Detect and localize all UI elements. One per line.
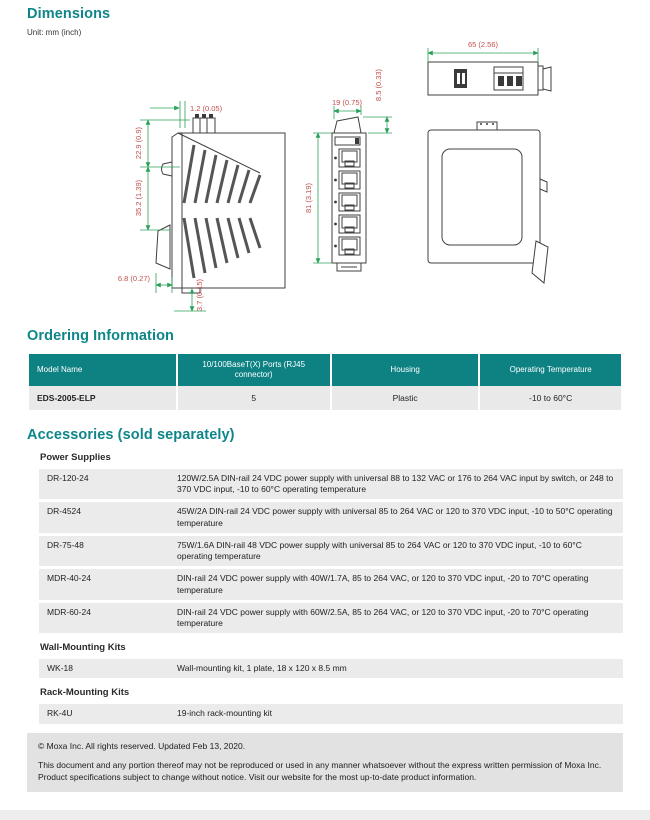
dim-label-side-bottom: 3.7 (0.15)	[195, 278, 204, 312]
switch-side-body	[172, 133, 285, 288]
accessory-description: 75W/1.6A DIN-rail 48 VDC power supply with universal 85 to 264 VAC or 120 to 370 VDC input, -10 to 60°C operating temperature	[177, 539, 582, 562]
cell-housing: Plastic	[332, 386, 479, 410]
copyright-line: © Moxa Inc. All rights reserved. Updated Feb 13, 2020.	[38, 740, 246, 751]
ordering-table	[27, 354, 623, 410]
back-view-drawing	[428, 122, 548, 283]
accessory-model: DR-4524	[47, 506, 82, 517]
dip-switch	[454, 69, 467, 88]
col-header-operating-temperature: Operating Temperature	[480, 354, 621, 386]
legal-text: This document and any portion thereof may not be reproduced or used in any manner whatsoever without the express written permission of Moxa Inc. Product specifications subject to change without notice. Visit our website for the most up-to-date product information.	[38, 760, 602, 782]
group-title: Rack-Mounting Kits	[40, 687, 130, 699]
accessory-description: Wall-mounting kit, 1 plate, 18 x 120 x 8.5 mm	[177, 663, 347, 674]
cell-ports: 5	[178, 386, 330, 410]
din-hook	[162, 162, 173, 176]
list-item	[39, 469, 623, 499]
accessory-description: DIN-rail 24 VDC power supply with 60W/2.5A, 85 to 264 VAC, or 120 to 370 VDC input, -20 to 70°C operating temperature	[177, 606, 589, 628]
accessory-model: DR-75-48	[47, 539, 84, 550]
group-title: Power Supplies	[40, 452, 111, 463]
page-edge-strip	[0, 810, 650, 820]
accessory-group-rack-mounting	[27, 687, 623, 723]
accessory-description: DIN-rail 24 VDC power supply with 40W/1.7A, 85 to 264 VAC, or 120 to 370 VDC input, -20 to 70°C operating temperature	[177, 573, 589, 595]
accessory-group-wall-mounting	[27, 642, 623, 678]
col-header-ports: 10/100BaseT(X) Ports (RJ45 connector)	[178, 354, 330, 386]
dim-label-side-mid: 35.2 (1.39)	[134, 179, 143, 217]
mount-plate	[156, 225, 170, 269]
list-item	[39, 569, 623, 599]
front-terminal	[334, 117, 361, 133]
col-header-housing: Housing	[332, 354, 479, 386]
list-item	[39, 659, 623, 678]
accessory-model: RK-4U	[47, 708, 73, 719]
dim-label-top-depth: 65 (2.56)	[467, 40, 499, 49]
table-row	[29, 386, 621, 410]
list-item	[39, 603, 623, 633]
list-item	[39, 536, 623, 566]
din-rail-bracket	[538, 66, 543, 90]
dim-label-front-top: 8.5 (0.33)	[374, 68, 383, 102]
terminal-block	[193, 118, 215, 133]
dim-label-side-plate: 6.8 (0.27)	[117, 274, 150, 283]
dim-label-side-lip: 1.2 (0.05)	[190, 104, 223, 113]
dimension-drawings	[30, 33, 590, 320]
list-item	[39, 704, 623, 723]
accessory-model: MDR-40-24	[47, 573, 91, 584]
top-view-drawing	[428, 40, 551, 95]
dim-label-front-width: 19 (0.75)	[331, 98, 363, 107]
list-item	[39, 502, 623, 532]
accessory-model: MDR-60-24	[47, 606, 91, 617]
group-title: Wall-Mounting Kits	[40, 642, 126, 654]
side-view-drawing	[118, 101, 285, 311]
accessory-description: 45W/2A DIN-rail 24 VDC power supply with universal 85 to 264 VAC or 120 to 370 VDC input, -10 to 50°C operating temperature	[177, 506, 613, 528]
side-hook	[540, 179, 547, 192]
dim-label-front-height: 81 (3.19)	[304, 182, 313, 214]
accessory-group-power-supplies	[27, 452, 623, 633]
accessory-model: DR-120-24	[47, 473, 89, 483]
accessory-model: WK-18	[47, 663, 73, 674]
unit-note: Unit: mm (inch)	[27, 28, 82, 37]
cell-model-name: EDS-2005-ELP	[29, 386, 176, 410]
accessories-section-title: Accessories (sold separately)	[27, 427, 235, 443]
col-header-model-name: Model Name	[29, 354, 176, 386]
dim-label-side-upper: 22.9 (0.9)	[134, 126, 143, 160]
ordering-section-title: Ordering Information	[27, 328, 174, 344]
ordering-table-header-row	[29, 354, 621, 386]
accessory-description: 120W/2.5A DIN-rail 24 VDC power supply with universal 88 to 132 VAC or 176 to 264 VAC input by switch, or 248 to 370 VDC input, -10 to 60°C operating temperature	[177, 473, 614, 495]
dimensions-section-title: Dimensions	[27, 6, 111, 22]
cell-operating-temperature: -10 to 60°C	[480, 386, 621, 410]
front-view-drawing	[304, 68, 392, 271]
legal-footer	[27, 733, 623, 792]
accessory-description: 19-inch rack-mounting kit	[177, 708, 272, 719]
